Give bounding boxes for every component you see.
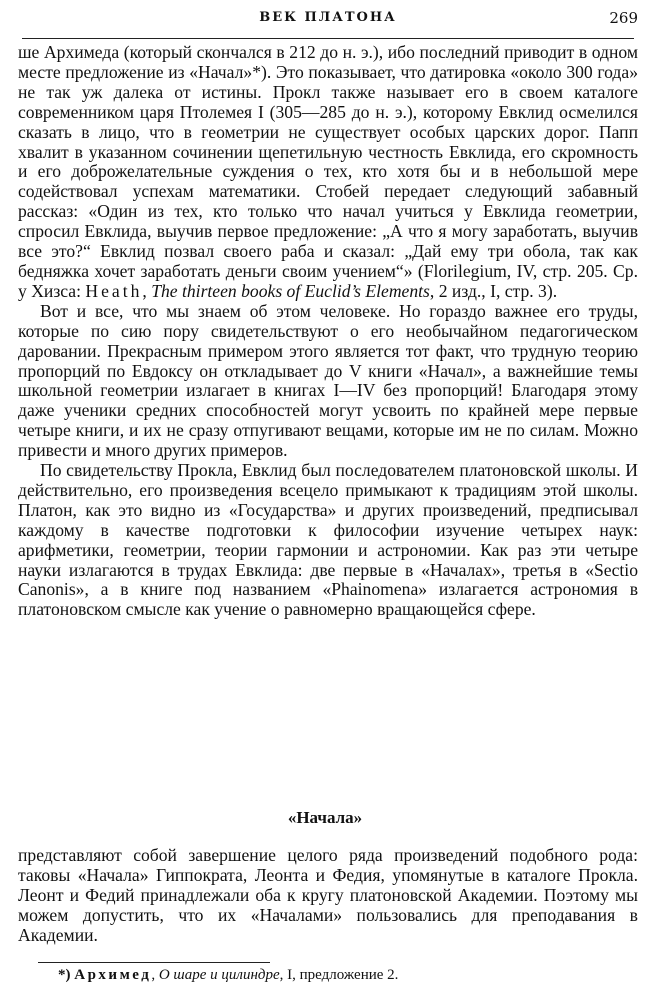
footnote-author: Архимед bbox=[74, 967, 152, 983]
footnote-title: О шаре и цилиндре bbox=[158, 967, 280, 983]
footnote bbox=[58, 966, 638, 984]
footnote-mark: *) bbox=[58, 967, 71, 983]
main-text bbox=[18, 43, 638, 620]
reference-separator: , bbox=[142, 280, 152, 301]
reference-title: The thirteen books of Euclid’s Elements bbox=[151, 280, 430, 301]
paragraph-3: По свидетельству Прокла, Евклид был последователем платоновской школы. И действительно, его произведения всецело примыкают к традициям этой школы. Платон, как это видно из «Государства» и других произведений, предписывал каждому в качестве подготовки к философии изучение четырех наук: арифметики, геометрии, теории гармонии и астрономии. Как раз эти четыре науки излагаются в трудах Евклида: две первые в «Началах», третья в «Sectio Canonis», а в книге под названием «Phainomena» излагается астрономия в платоновском смысле как учение о равномерно вращающейся сфере. bbox=[18, 460, 638, 620]
footnote-rule bbox=[38, 962, 270, 963]
running-title: ВЕК ПЛАТОНА bbox=[259, 10, 397, 25]
paragraph-2: Вот и все, что мы знаем об этом человеке. Но гораздо важнее его труды, которые по сию пору свидетельствуют о его необычайном педагогическом даровании. Прекрасным примером этого является тот факт, что трудную теорию пропорций по Евдоксу он откладывает до V книги «Начал», а важнейшие темы школьной геометрии излагает в книгах I—IV без пропорций! Благодаря этому даже ученики средних способностей могут усвоить по крайней мере первые четыре книги, и их не сразу отпугивают вещами, которые им не по силам. Можно привести и много других примеров. bbox=[18, 300, 638, 461]
header-rule bbox=[22, 38, 634, 39]
reference-author: Heath bbox=[85, 280, 143, 301]
footnote-tail: , I, предложение 2. bbox=[279, 967, 399, 983]
footnote-separator: , bbox=[151, 967, 159, 983]
reference-tail: , 2 изд., I, стр. 3). bbox=[429, 280, 558, 301]
section-paragraph: представляют собой завершение целого ряда произведений подобного рода: таковы «Начала» Гиппократа, Леонта и Федия, упомянутые в каталоге Прокла. Леонт и Федий принадлежали оба к кругу платоновской Академии. Поэтому мы можем допустить, что их «Началами» пользовались для преподавания в Академии. bbox=[18, 845, 638, 945]
paragraph-1 bbox=[18, 43, 638, 302]
running-head bbox=[18, 10, 638, 32]
page-number: 269 bbox=[609, 9, 638, 27]
section-heading: «Начала» bbox=[287, 808, 363, 827]
section-text bbox=[18, 846, 638, 946]
paragraph-1-text: ше Архимеда (который скончался в 212 до н. э.), ибо последний приводит в одном месте предложение из «Начал»*). Это показывает, что датировка «около 300 года» не так уж далека от истины. Прокл также называет его в своем каталоге современником царя Птолемея I (305—285 до н. э.), которому Евклид осмелился сказать в лицо, что в геометрии не существует особых царских дорог. Папп хвалит в указанном сочинении щепетильную честность Евклида, его скромность и его доброжелательные суждения о тех, кто хотя бы и в небольшой мере содействовал успехам математики. Стобей передает следующий забавный рассказ: «Один из тех, кто только что начал учиться у Евклида геометрии, спросил Евклида, выучив первое предложение: „А что я могу заработать, выучив все это?“ Евклид позвал своего раба и сказал: „Дай ему три обола, так как бедняжка хочет заработать деньги своим учением“» (Florilegium, IV, стр. 205. Ср. у Хизса: bbox=[18, 42, 638, 301]
